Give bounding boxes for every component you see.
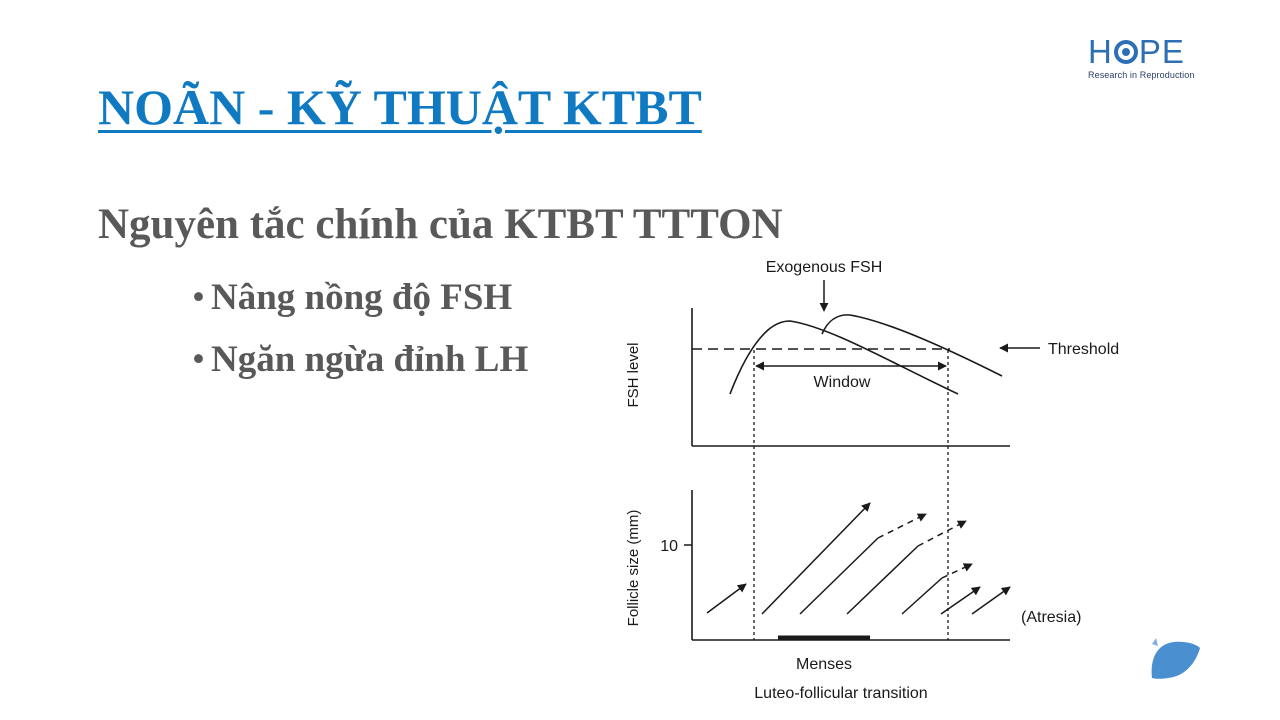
follicle-axis-label: Follicle size (mm) [625, 509, 642, 627]
bullet-dot: • [192, 277, 205, 318]
logo-tagline: Research in Reproduction [1088, 70, 1195, 80]
threshold-label: Threshold [1048, 341, 1120, 358]
follicle-tick-label: 10 [660, 538, 678, 555]
follicle-arrow [902, 578, 942, 614]
bullet-dot: • [192, 339, 205, 380]
logo-letter-h: H [1088, 33, 1113, 70]
hope-logo [1088, 34, 1208, 84]
follicle-arrow [800, 538, 878, 614]
fsh-threshold-diagram [600, 250, 1120, 710]
fsh-curve-exogenous [822, 315, 1002, 376]
follicle-arrow-dashed [878, 514, 926, 538]
atresia-label: (Atresia) [1021, 609, 1082, 626]
follicle-arrow-dashed [942, 564, 972, 578]
bullet-text: Ngăn ngừa đỉnh LH [210, 339, 529, 380]
menses-label: Menses [795, 656, 853, 673]
follicle-arrow [847, 546, 918, 614]
follicle-arrow [941, 587, 980, 614]
bullet-item [192, 338, 528, 400]
follicle-arrow [707, 584, 746, 613]
slide-title: NOÃN - KỸ THUẬT KTBT [98, 79, 702, 135]
leaf-icon [1140, 630, 1210, 685]
transition-label: Luteo-follicular transition [754, 685, 928, 702]
exogenous-fsh-label: Exogenous FSH [765, 259, 883, 276]
slide-subtitle: Nguyên tắc chính của KTBT TTTON [98, 201, 783, 248]
bullet-text: Nâng nồng độ FSH [210, 277, 513, 318]
fsh-axis-label: FSH level [625, 342, 642, 408]
logo-wordmark [1088, 34, 1208, 70]
window-label: Window [813, 374, 871, 391]
bullet-item [192, 276, 528, 338]
follicle-arrow-dashed [918, 521, 966, 546]
logo-letters-pe: PE [1138, 33, 1185, 70]
bullet-list [192, 276, 528, 400]
follicle-arrow [762, 503, 870, 614]
eye-circle-icon [1114, 40, 1138, 64]
follicle-arrow [972, 587, 1010, 614]
